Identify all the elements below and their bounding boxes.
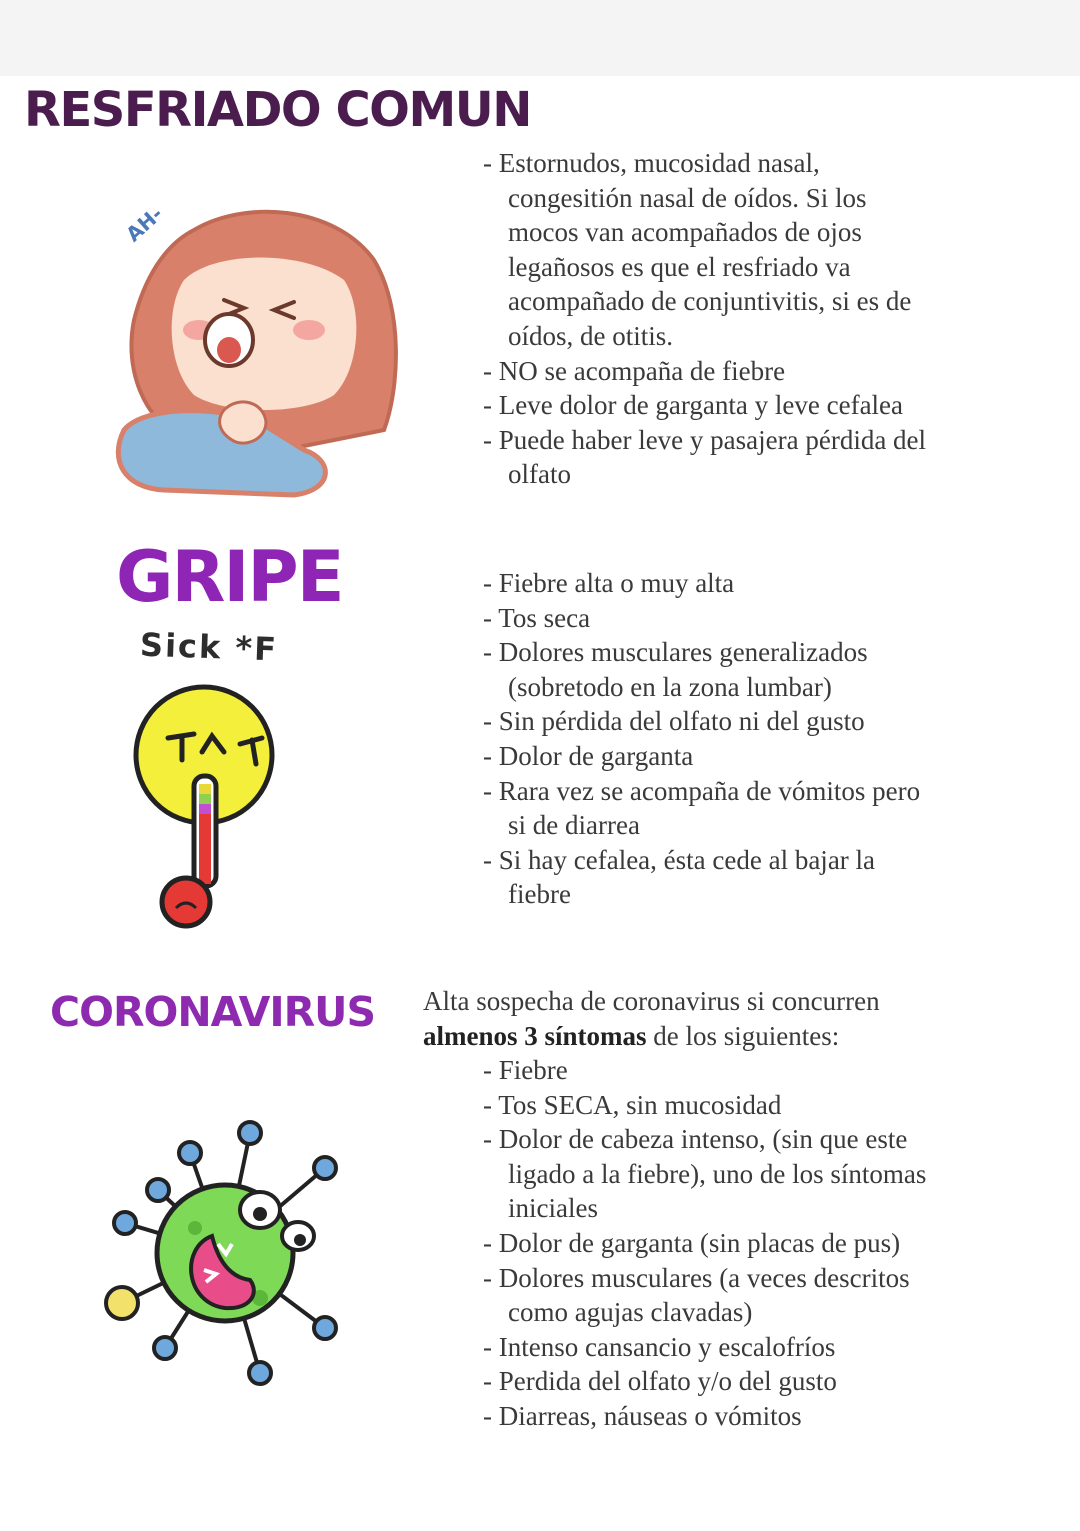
list-item: - Sin pérdida del olfato ni del gusto [462, 704, 932, 739]
list-item: - Leve dolor de garganta y leve cefalea [462, 388, 942, 423]
list-item: - Tos seca [462, 601, 932, 636]
resfriado-symptoms-list [462, 146, 942, 492]
coronavirus-intro [423, 984, 963, 1053]
list-item: - Intenso cansancio y escalofríos [462, 1330, 962, 1365]
gripe-symptoms-list [462, 566, 932, 912]
top-bar [0, 0, 1080, 76]
list-item: - Fiebre [462, 1053, 962, 1088]
list-item: - Perdida del olfato y/o del gusto [462, 1364, 962, 1399]
list-item: - Dolor de garganta [462, 739, 932, 774]
list-item: - Diarreas, náuseas o vómitos [462, 1399, 962, 1434]
intro-text-start: Alta sospecha de coronavirus si concurren [423, 986, 880, 1016]
list-item: - Si hay cefalea, ésta cede al bajar la fiebre [462, 843, 932, 912]
list-item: - Dolor de cabeza intenso, (sin que este ligado a la fiebre), uno de los síntomas iniciales [462, 1122, 962, 1226]
list-item: - Dolores musculares generalizados (sobretodo en la zona lumbar) [462, 635, 932, 704]
list-item: - Estornudos, mucosidad nasal, congesitión nasal de oídos. Si los mocos van acompañados de ojos legañosos es que el resfriado va acompañado de conjuntivitis, si es de oídos, de otitis. [462, 146, 942, 354]
list-item: - Dolores musculares (a veces descritos como agujas clavadas) [462, 1261, 962, 1330]
sick-sticker-label: Sick *F [139, 625, 279, 669]
sneeze-sound-label: AH- [121, 201, 168, 247]
resfriado-title: RESFRIADO COMUN [24, 82, 531, 138]
list-item: - Tos SECA, sin mucosidad [462, 1088, 962, 1123]
virus-illustration [100, 1118, 350, 1388]
coronavirus-title: CORONAVIRUS [50, 988, 376, 1036]
list-item: - Rara vez se acompaña de vómitos pero si de diarrea [462, 774, 932, 843]
thermometer-face-illustration [132, 680, 312, 930]
list-item: - NO se acompaña de fiebre [462, 354, 942, 389]
sneezing-girl-illustration [104, 190, 404, 510]
list-item: - Dolor de garganta (sin placas de pus) [462, 1226, 962, 1261]
coronavirus-symptoms-list [462, 1053, 962, 1434]
list-item: - Fiebre alta o muy alta [462, 566, 932, 601]
intro-text-bold: almenos 3 síntomas [423, 1020, 647, 1051]
list-item: - Puede haber leve y pasajera pérdida del olfato [462, 423, 942, 492]
intro-text-end: de los siguientes: [646, 1020, 840, 1051]
gripe-title: GRIPE [116, 536, 343, 618]
